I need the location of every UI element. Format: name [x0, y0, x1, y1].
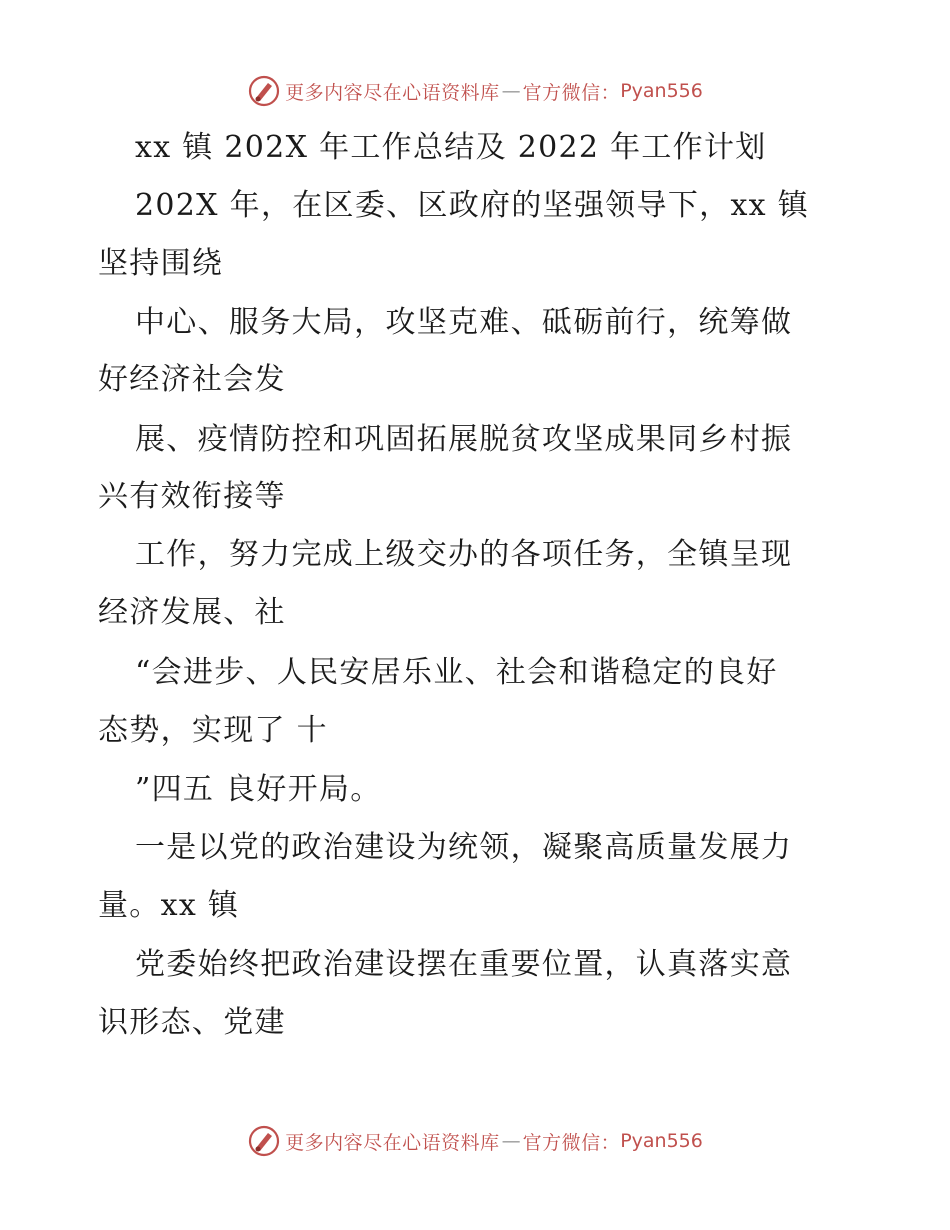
text-line: 好经济社会发 — [98, 362, 286, 397]
text-line: 202X 年，在区委、区政府的坚强领导下，xx 镇 — [135, 188, 810, 223]
watermark-prefix: 更多内容尽在心语资料库 — [285, 1131, 500, 1154]
watermark-footer — [0, 1121, 950, 1161]
watermark-prefix: 更多内容尽在心语资料库 — [285, 81, 500, 104]
watermark-separator: — — [501, 1130, 521, 1152]
text-line: 党委始终把政治建设摆在重要位置，认真落实意 — [135, 947, 793, 982]
watermark-header — [0, 71, 950, 111]
text-line: 态势，实现了 十 — [98, 713, 328, 748]
text-line: 量。xx 镇 — [98, 888, 240, 923]
watermark-separator: — — [501, 80, 521, 102]
text-line: “会进步、人民安居乐业、社会和谐稳定的良好 — [135, 655, 778, 690]
watermark-label: 官方微信： — [522, 1131, 621, 1154]
text-line: 坚持围绕 — [98, 246, 224, 281]
watermark-id: Pyan556 — [620, 80, 703, 102]
text-line: 识形态、党建 — [98, 1005, 286, 1040]
text-line: 工作，努力完成上级交办的各项任务，全镇呈现 — [135, 537, 793, 572]
text-line: 展、疫情防控和巩固拓展脱贫攻坚成果同乡村振 — [135, 422, 793, 457]
text-line: ”四五 良好开局。 — [135, 772, 382, 807]
text-line: 经济发展、社 — [98, 595, 286, 630]
watermark-id: Pyan556 — [620, 1130, 703, 1152]
text-line: 中心、服务大局，攻坚克难、砥砺前行，统筹做 — [135, 305, 793, 340]
document-title: xx 镇 202X 年工作总结及 2022 年工作计划 — [135, 130, 767, 165]
watermark-label: 官方微信： — [522, 81, 621, 104]
text-line: 一是以党的政治建设为统领，凝聚高质量发展力 — [135, 830, 793, 865]
logo-icon — [247, 1124, 281, 1158]
text-line: 兴有效衔接等 — [98, 479, 286, 514]
logo-icon — [247, 74, 281, 108]
